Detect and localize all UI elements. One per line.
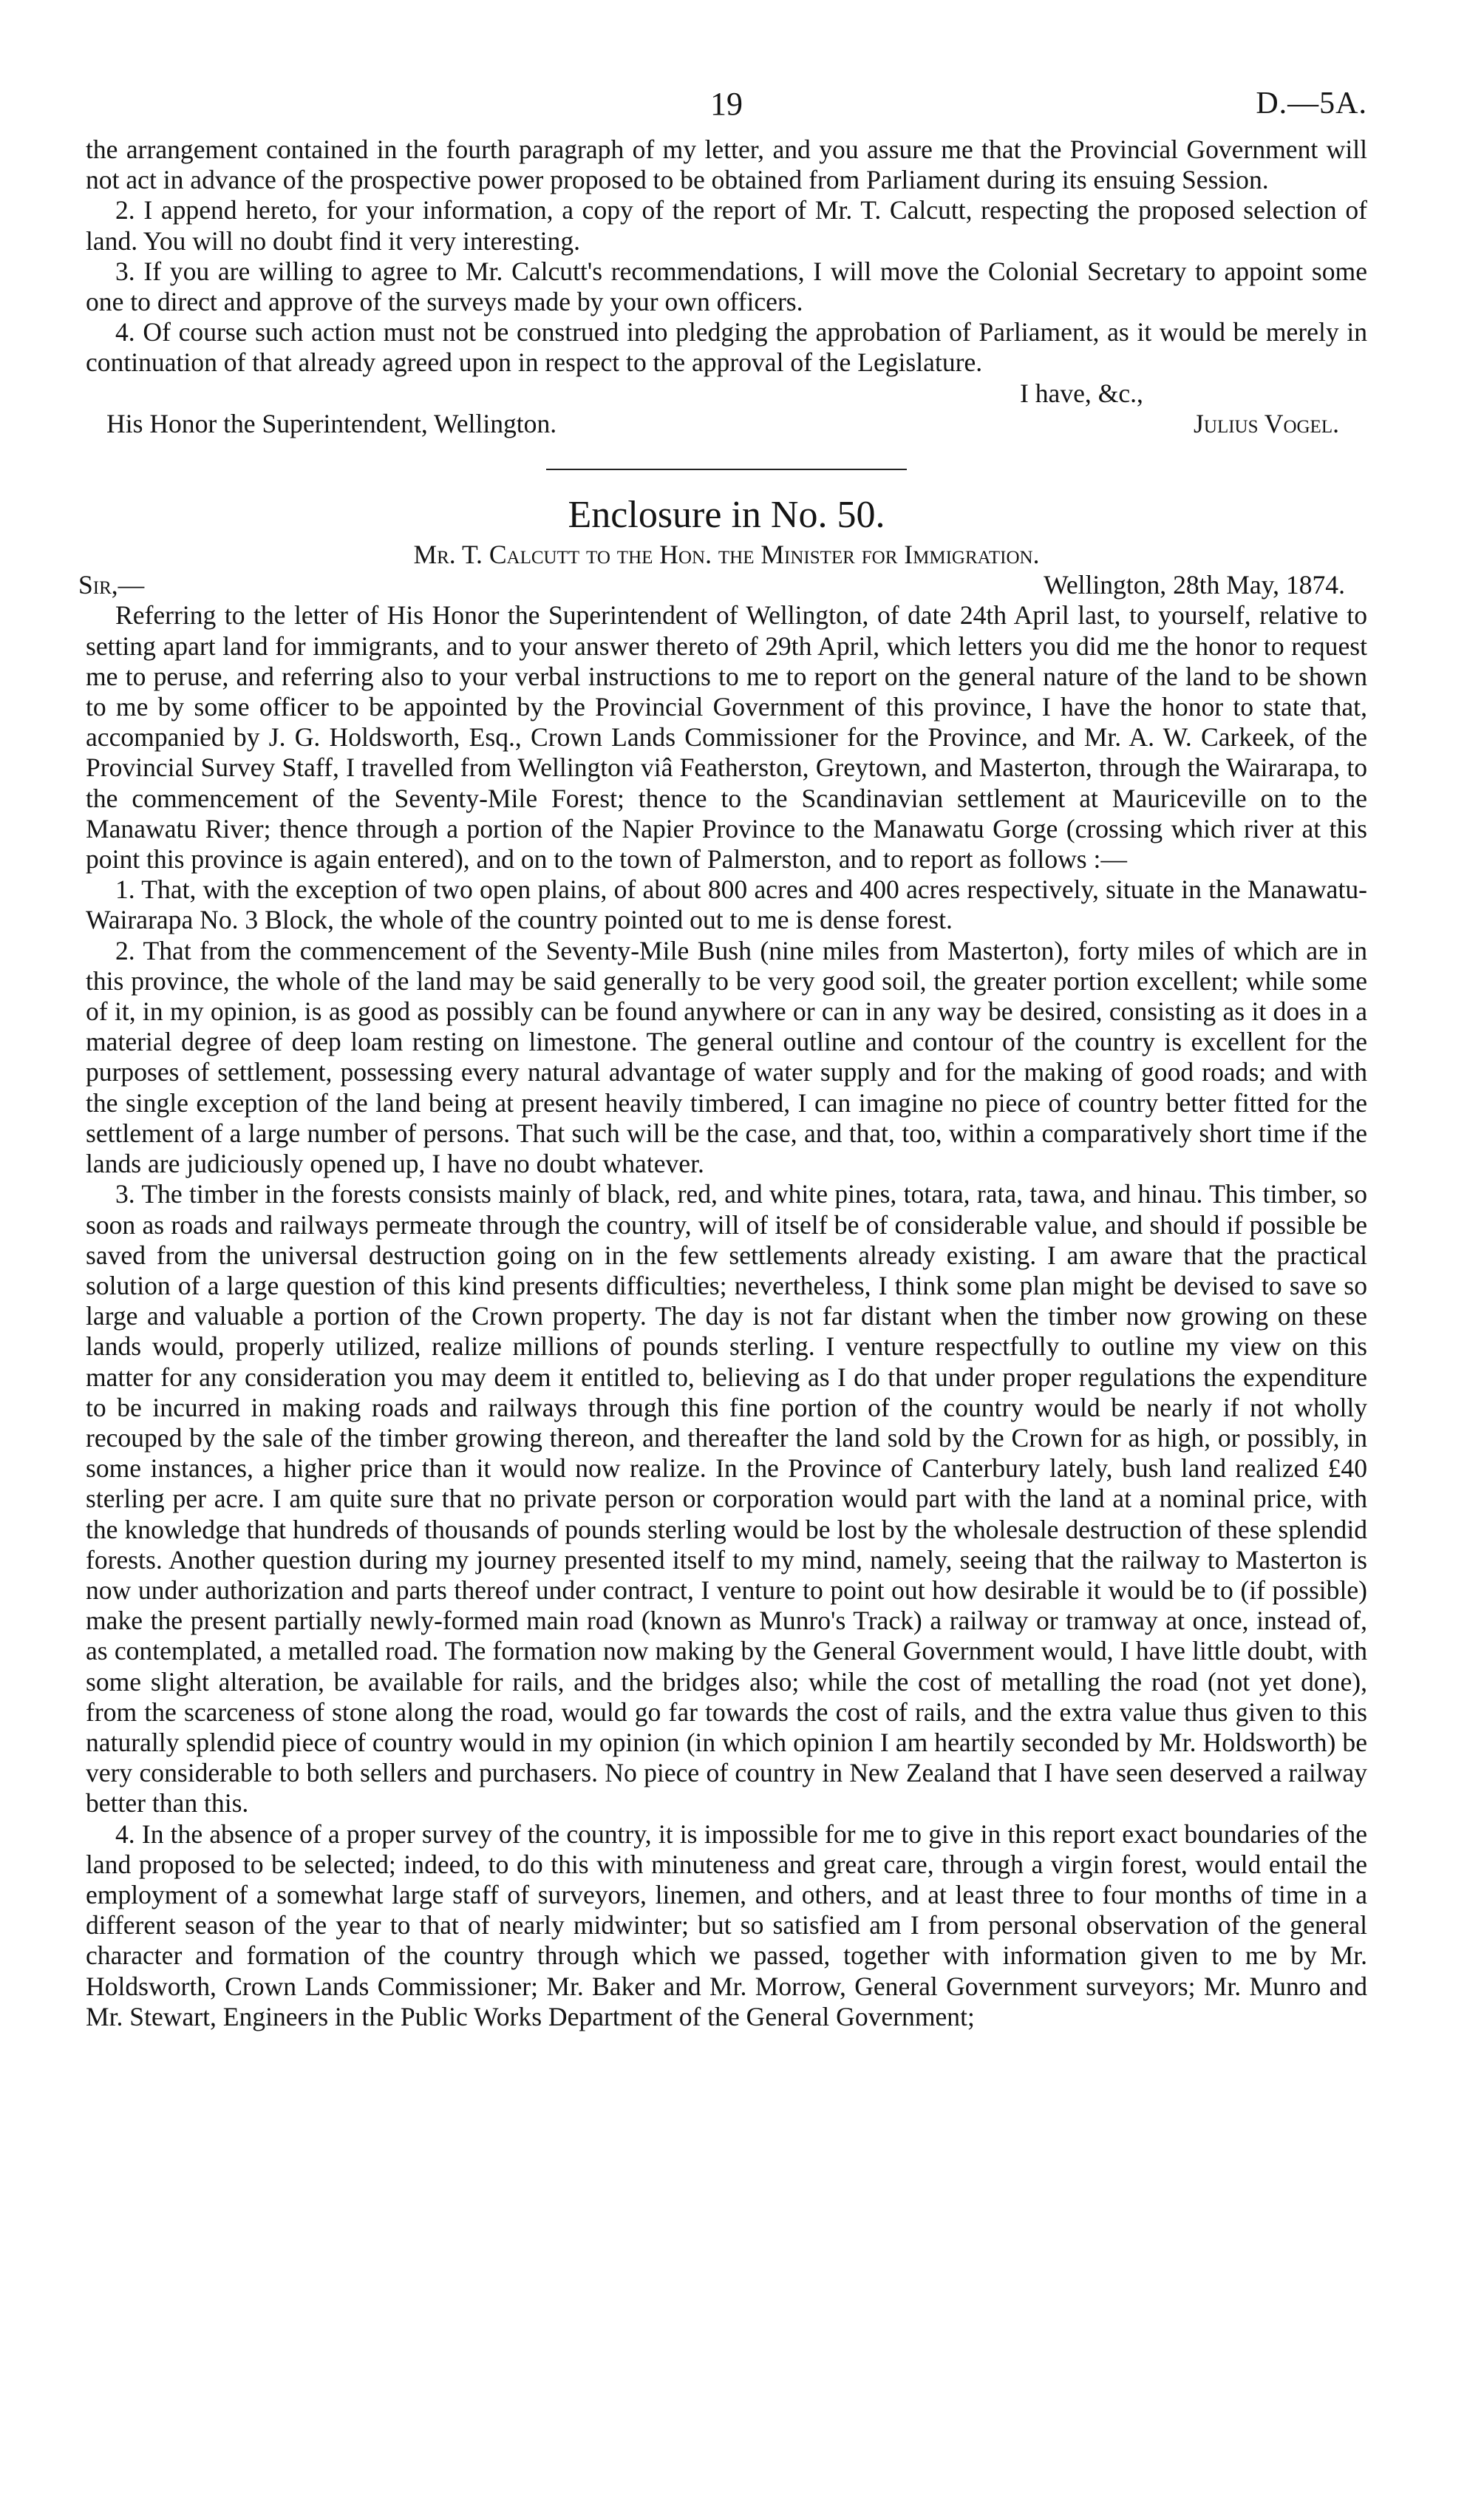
salutation-row — [78, 570, 1367, 600]
letter-signature-row — [86, 409, 1367, 439]
letter-paragraph: 4. Of course such action must not be construed into pledging the approbation of Parliament, as it would be merely in continuation of that already agreed upon in respect to the approval of the Legislature. — [86, 317, 1367, 378]
letter-signature: Julius Vogel. — [1194, 408, 1339, 438]
letter-paragraph: 3. If you are willing to agree to Mr. Calcutt's recommendations, I will move the Colonial Secretary to appoint some one to direct and approve of the surveys made by your own officers. — [86, 256, 1367, 317]
letter-paragraph: the arrangement contained in the fourth paragraph of my letter, and you assure me that the Provincial Government will not act in advance of the prospective power proposed to be obtained from Parliament during its ensuing Session. — [86, 135, 1367, 195]
document-reference: D.—5A. — [1256, 86, 1367, 120]
salutation: Sir,— — [78, 570, 145, 600]
enclosure-title: Enclosure in No. 50. — [568, 494, 885, 537]
place-date: Wellington, 28th May, 1874. — [1044, 570, 1345, 600]
letter-body — [86, 135, 1367, 378]
enclosure-paragraph: 4. In the absence of a proper survey of the country, it is impossible for me to give in this report exact boundaries of the land proposed to be selected; indeed, to do this with minuteness and great care, through a virgin forest, would entail the employment of a somewhat large staff of surveyors, linemen, and others, and at least three to four months of time in a different season of the year to that of nearly midwinter; but so satisfied am I from personal observation of the general character and formation of the country through which we passed, together with information given to me by Mr. Holdsworth, Crown Lands Commissioner; Mr. Baker and Mr. Morrow, General Government surveyors; Mr. Munro and Mr. Stewart, Engineers in the Public Works Department of the General Government; — [86, 1819, 1367, 2031]
enclosure-subtitle: Mr. T. Calcutt to the Hon. the Minister for Immigration. — [413, 540, 1040, 570]
section-divider — [546, 469, 907, 470]
page-header — [86, 86, 1367, 135]
enclosure-paragraph: 1. That, with the exception of two open plains, of about 800 acres and 400 acres respectively, situate in the Manawatu-Wairarapa No. 3 Block, the whole of the country pointed out to me is dense forest. — [86, 875, 1367, 935]
enclosure-body — [86, 600, 1367, 2032]
enclosure-paragraph: 3. The timber in the forests consists mainly of black, red, and white pines, totara, rata, tawa, and hinau. This timber, so soon as roads and railways permeate through the country, will of itself be of considerable value, and should if possible be saved from the universal destruction going on in the few settlements already existing. I am aware that the practical solution of a large question of this kind presents difficulties; nevertheless, I think some plan might be devised to save so large and valuable a portion of the Crown property. The day is not far distant when the timber now growing on these lands would, properly utilized, realize millions of pounds sterling. I venture respectfully to outline my view on this matter for any consideration you may deem it entitled to, believing as I do that under proper regulations the expenditure to be incurred in making roads and railways through this fine portion of the country would be nearly if not wholly recouped by the sale of the timber growing thereon, and thereafter the land sold by the Crown for as high, or possibly, in some instances, a higher price than it would now realize. In the Province of Canterbury lately, bush land realized £40 sterling per acre. I am quite sure that no private person or corporation would part with the land at a nominal price, with the knowledge that hundreds of thousands of pounds sterling would be lost by the wholesale destruction of these splendid forests. Another question during my journey presented itself to my mind, namely, seeing that the railway to Masterton is now under authorization and parts thereof under contract, I venture to point out how desirable it would be to (if possible) make the present partially newly-formed main road (known as Munro's Track) a railway or tramway at once, instead of, as contemplated, a metalled road. The formation now making by the General Government would, I have little doubt, with some slight alteration, be available for rails, and the bridges also; while the cost of metalling the road (not yet done), from the scarceness of stone along the road, would go far towards the cost of rails, and the extra value thus given to this naturally splendid piece of country would in my opinion (in which opinion I am heartily seconded by Mr. Holdsworth) be very considerable to both sellers and purchasers. No piece of country in New Zealand that I have seen deserved a railway better than this. — [86, 1179, 1367, 1819]
letter-addressee: His Honor the Superintendent, Wellington. — [106, 408, 557, 438]
letter-paragraph: 2. I append hereto, for your information, a copy of the report of Mr. T. Calcutt, respecting the proposed selection of land. You will no doubt find it very interesting. — [86, 195, 1367, 256]
enclosure-paragraph: 2. That from the commencement of the Seventy-Mile Bush (nine miles from Masterton), forty miles of which are in this province, the whole of the land may be said generally to be very good soil, the greater portion excellent; while some of it, in my opinion, is as good as possibly can be found anywhere or can in any way be desired, consisting as it does in a material degree of deep loam resting on limestone. The general outline and contour of the country is excellent for the purposes of settlement, possessing every natural advantage of water supply and for the making of good roads; and with the single exception of the land being at present heavily timbered, I can imagine no piece of country better fitted for the settlement of a large number of persons. That such will be the case, and that, too, within a comparatively short time if the lands are judiciously opened up, I have no doubt whatever. — [86, 935, 1367, 1179]
letter-closing: I have, &c., — [1020, 378, 1143, 408]
enclosure-paragraph: Referring to the letter of His Honor the Superintendent of Wellington, of date 24th April last, to yourself, relative to setting apart land for immigrants, and to your answer thereto of 29th April, which letters you did me the honor to request me to peruse, and referring also to your verbal instructions to me to report on the general nature of the land to be shown to me by some officer to be appointed by the Provincial Government of this province, I have the honor to state that, accompanied by J. G. Holdsworth, Esq., Crown Lands Commissioner for the Province, and Mr. A. W. Carkeek, of the Provincial Survey Staff, I travelled from Wellington viâ Featherston, Greytown, and Masterton, through the Wairarapa, to the commencement of the Seventy-Mile Forest; thence to the Scandinavian settlement at Mauriceville on to the Manawatu River; thence through a portion of the Napier Province to the Manawatu Gorge (crossing which river at this point this province is again entered), and on to the town of Palmerston, and to report as follows :— — [86, 600, 1367, 875]
page-number: 19 — [710, 86, 743, 122]
